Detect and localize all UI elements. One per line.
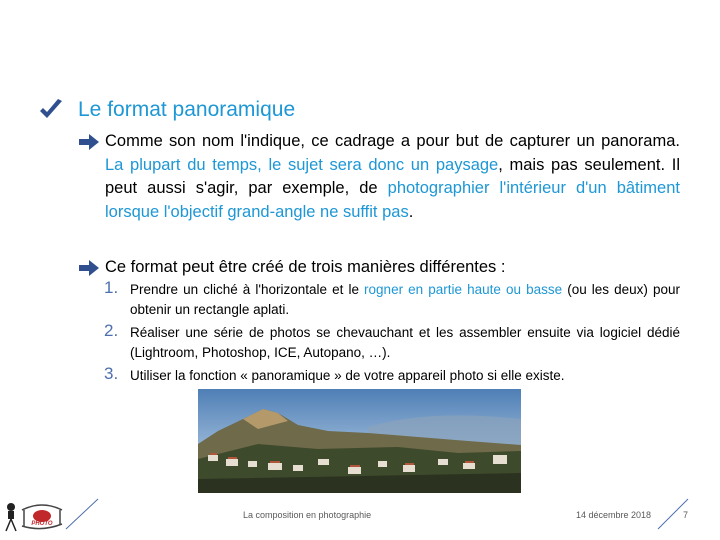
numbered-list xyxy=(104,280,680,389)
arrow-right-icon xyxy=(78,133,100,151)
arrow-right-icon xyxy=(78,259,100,277)
footer-title: La composition en photographie xyxy=(243,510,372,520)
club-logo xyxy=(2,498,66,532)
bullet-paragraph-1 xyxy=(78,130,680,224)
list-item-text: Réaliser une série de photos se chevauchant et les assembler ensuite via logiciel dédié (Lightroom, Photoshop, ICE, Autopano, …). xyxy=(130,325,680,360)
checkmark-icon xyxy=(38,98,64,122)
logo-text: PHOTO xyxy=(31,521,53,527)
paragraph-1-text: Comme son nom l'indique, ce cadrage a pour but de capturer un panorama. La plupart du temps, le sujet sera donc un paysage, mais pas seulement. Il peut aussi s'agir, par exemple, de photographier l'intérieur d'un bâtiment lorsque l'objectif grand-angle ne suffit pas. xyxy=(105,132,680,221)
footer-divider-left xyxy=(62,497,102,531)
list-number: 1. xyxy=(104,278,119,297)
bullet-paragraph-2 xyxy=(78,256,680,280)
list-number: 3. xyxy=(104,364,119,383)
list-item xyxy=(104,323,680,363)
slide-title: Le format panoramique xyxy=(78,98,296,121)
list-number: 2. xyxy=(104,321,119,340)
footer-date: 14 décembre 2018 xyxy=(576,510,652,520)
slide-heading-row xyxy=(38,96,678,124)
list-item-text: Utiliser la fonction « panoramique » de votre appareil photo si elle existe. xyxy=(130,368,565,383)
page-number: 7 xyxy=(683,510,689,520)
paragraph-2-text: Ce format peut être créé de trois manières différentes : xyxy=(105,258,506,276)
panorama-photo xyxy=(198,389,521,493)
list-item xyxy=(104,366,680,386)
list-item: 1. Prendre un cliché à l'horizontale et le rogner en partie haute ou basse (ou les deux) pour obtenir un rectangle aplati. xyxy=(104,278,681,317)
